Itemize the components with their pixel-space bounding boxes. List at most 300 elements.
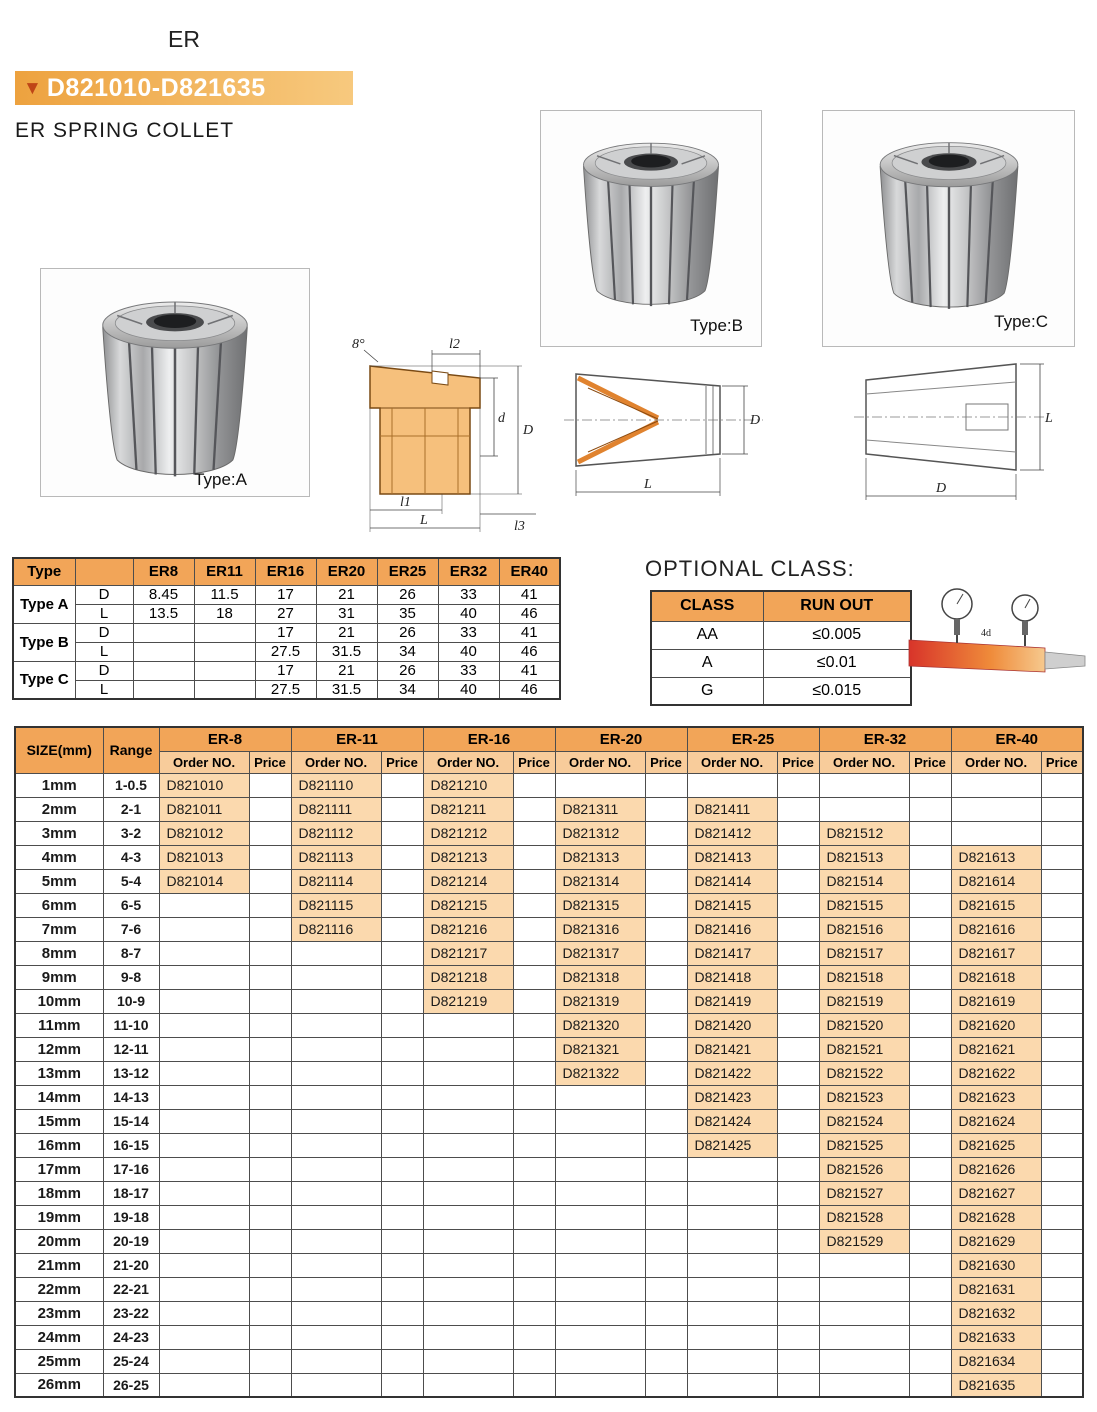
order-row — [15, 869, 1083, 893]
price-cell — [645, 965, 687, 989]
order-no-cell: D821512 — [819, 821, 909, 845]
class-row — [651, 621, 911, 649]
order-no-cell — [819, 1349, 909, 1373]
type-c-label: Type:C — [994, 312, 1048, 331]
price-cell — [777, 1133, 819, 1157]
order-no-cell: D821617 — [951, 941, 1041, 965]
price-cell — [513, 893, 555, 917]
range-cell: 13-12 — [103, 1061, 159, 1085]
order-no-cell — [291, 1085, 381, 1109]
order-no-cell — [423, 1013, 513, 1037]
price-cell — [381, 773, 423, 797]
order-row — [15, 1157, 1083, 1181]
class-head-row — [651, 591, 911, 621]
price-cell — [777, 1373, 819, 1397]
order-no-cell: D821412 — [687, 821, 777, 845]
price-cell — [381, 845, 423, 869]
price-cell — [513, 1325, 555, 1349]
dim-col-header: ER8 — [133, 558, 194, 585]
order-no-cell: D821423 — [687, 1085, 777, 1109]
order-no-cell — [291, 1349, 381, 1373]
order-no-cell: D821524 — [819, 1109, 909, 1133]
price-cell — [645, 1085, 687, 1109]
price-cell — [381, 941, 423, 965]
price-cell — [777, 1037, 819, 1061]
order-no-cell: D821213 — [423, 845, 513, 869]
price-cell — [645, 1181, 687, 1205]
class-table — [650, 590, 912, 706]
range-cell: 22-21 — [103, 1277, 159, 1301]
order-no-cell — [159, 1205, 249, 1229]
order-row — [15, 1229, 1083, 1253]
price-cell — [909, 1229, 951, 1253]
order-no-header: Order NO. — [555, 751, 645, 773]
order-no-cell — [291, 1061, 381, 1085]
size-cell: 2mm — [15, 797, 103, 821]
price-cell — [645, 941, 687, 965]
price-cell — [249, 1013, 291, 1037]
order-no-cell: D821219 — [423, 989, 513, 1013]
order-no-cell — [291, 989, 381, 1013]
order-no-header: Order NO. — [687, 751, 777, 773]
order-no-cell — [423, 1085, 513, 1109]
group-header: ER-32 — [819, 727, 951, 751]
order-no-cell: D821012 — [159, 821, 249, 845]
dim-value-cell: 17 — [255, 585, 316, 604]
order-no-cell — [555, 1181, 645, 1205]
order-no-cell: D821214 — [423, 869, 513, 893]
price-header: Price — [249, 751, 291, 773]
price-cell — [249, 1301, 291, 1325]
group-header: ER-8 — [159, 727, 291, 751]
range-cell: 24-23 — [103, 1325, 159, 1349]
dim-letter-cell: D — [75, 661, 133, 680]
range-cell: 4-3 — [103, 845, 159, 869]
price-cell — [381, 1013, 423, 1037]
order-no-cell — [291, 1013, 381, 1037]
size-cell: 6mm — [15, 893, 103, 917]
price-cell — [381, 965, 423, 989]
order-no-cell: D821418 — [687, 965, 777, 989]
range-cell: 26-25 — [103, 1373, 159, 1397]
size-cell: 22mm — [15, 1277, 103, 1301]
order-no-cell — [555, 1133, 645, 1157]
range-cell: 23-22 — [103, 1301, 159, 1325]
order-no-cell — [159, 1181, 249, 1205]
price-cell — [777, 845, 819, 869]
price-cell — [513, 1037, 555, 1061]
size-cell: 5mm — [15, 869, 103, 893]
price-cell — [909, 917, 951, 941]
dim-value-cell: 33 — [438, 585, 499, 604]
optional-class-title: OPTIONAL CLASS: — [645, 556, 855, 581]
price-cell — [1041, 893, 1083, 917]
price-cell — [513, 1277, 555, 1301]
dim-value-cell: 31.5 — [316, 642, 377, 661]
order-no-cell: D821520 — [819, 1013, 909, 1037]
photo-type-c — [822, 110, 1075, 347]
range-cell: 12-11 — [103, 1037, 159, 1061]
price-cell — [381, 1277, 423, 1301]
order-no-cell — [687, 1181, 777, 1205]
order-no-cell — [159, 941, 249, 965]
price-cell — [249, 797, 291, 821]
price-cell — [249, 1253, 291, 1277]
price-cell — [1041, 1157, 1083, 1181]
order-no-cell — [291, 965, 381, 989]
order-no-cell: D821615 — [951, 893, 1041, 917]
price-cell — [909, 1061, 951, 1085]
price-cell — [1041, 1181, 1083, 1205]
price-cell — [645, 1349, 687, 1373]
order-no-cell — [819, 1253, 909, 1277]
price-cell — [381, 1253, 423, 1277]
order-no-cell: D821215 — [423, 893, 513, 917]
order-row — [15, 1037, 1083, 1061]
size-cell: 25mm — [15, 1349, 103, 1373]
order-no-cell — [291, 1181, 381, 1205]
size-cell: 19mm — [15, 1205, 103, 1229]
size-cell: 9mm — [15, 965, 103, 989]
order-no-cell: D821635 — [951, 1373, 1041, 1397]
order-row — [15, 845, 1083, 869]
order-no-cell: D821110 — [291, 773, 381, 797]
order-no-cell — [555, 1301, 645, 1325]
order-no-cell: D821415 — [687, 893, 777, 917]
price-cell — [249, 965, 291, 989]
price-cell — [645, 1133, 687, 1157]
main-head-row-2 — [15, 751, 1083, 773]
price-cell — [249, 773, 291, 797]
D-label: D — [750, 413, 761, 428]
order-no-cell — [687, 1229, 777, 1253]
price-cell — [1041, 1349, 1083, 1373]
order-no-cell: D821631 — [951, 1277, 1041, 1301]
order-no-cell — [423, 1277, 513, 1301]
order-no-cell — [291, 1253, 381, 1277]
photo-type-b — [540, 110, 762, 347]
order-row — [15, 1205, 1083, 1229]
price-cell — [1041, 1109, 1083, 1133]
order-no-cell — [159, 1133, 249, 1157]
dimension-table — [12, 557, 561, 700]
range-cell: 25-24 — [103, 1349, 159, 1373]
range-cell: 14-13 — [103, 1085, 159, 1109]
order-no-cell: D821525 — [819, 1133, 909, 1157]
size-cell: 3mm — [15, 821, 103, 845]
order-no-cell: D821419 — [687, 989, 777, 1013]
order-no-cell — [423, 1301, 513, 1325]
size-cell: 13mm — [15, 1061, 103, 1085]
price-cell — [1041, 1205, 1083, 1229]
order-no-cell: D821613 — [951, 845, 1041, 869]
price-cell — [645, 1301, 687, 1325]
class-header: CLASS — [651, 591, 763, 621]
dim-value-cell: 41 — [499, 585, 560, 604]
price-cell — [909, 869, 951, 893]
order-no-cell — [159, 1157, 249, 1181]
price-cell — [909, 1253, 951, 1277]
group-header: ER-40 — [951, 727, 1083, 751]
price-cell — [645, 869, 687, 893]
class-value-cell: AA — [651, 621, 763, 649]
order-no-cell: D821216 — [423, 917, 513, 941]
order-row — [15, 941, 1083, 965]
order-no-cell: D821318 — [555, 965, 645, 989]
order-no-cell: D821618 — [951, 965, 1041, 989]
order-no-cell — [423, 1205, 513, 1229]
price-cell — [249, 869, 291, 893]
order-no-cell — [555, 1253, 645, 1277]
dim-value-cell: 27.5 — [255, 642, 316, 661]
order-no-cell: D821111 — [291, 797, 381, 821]
dim-letter-cell: L — [75, 680, 133, 699]
price-cell — [645, 773, 687, 797]
price-cell — [381, 1373, 423, 1397]
dim-table-body — [13, 585, 560, 699]
price-cell — [777, 1013, 819, 1037]
range-cell: 5-4 — [103, 869, 159, 893]
order-no-cell — [555, 1229, 645, 1253]
price-cell — [909, 893, 951, 917]
order-row — [15, 1085, 1083, 1109]
size-cell: 14mm — [15, 1085, 103, 1109]
dim-letter-cell: D — [75, 623, 133, 642]
dim-value-cell: 46 — [499, 604, 560, 623]
order-no-cell — [159, 989, 249, 1013]
dim-type-header: Type — [13, 558, 75, 585]
order-row — [15, 1349, 1083, 1373]
price-cell — [249, 821, 291, 845]
order-no-cell: D821513 — [819, 845, 909, 869]
order-no-cell — [291, 1205, 381, 1229]
price-cell — [513, 965, 555, 989]
price-cell — [645, 797, 687, 821]
price-cell — [249, 1109, 291, 1133]
order-no-cell — [687, 1277, 777, 1301]
price-cell — [1041, 1253, 1083, 1277]
dim-row — [13, 604, 560, 623]
price-cell — [513, 1205, 555, 1229]
order-no-cell — [159, 1109, 249, 1133]
price-cell — [1041, 1085, 1083, 1109]
dim-value-cell: 21 — [316, 585, 377, 604]
order-no-cell: D821621 — [951, 1037, 1041, 1061]
price-cell — [777, 1157, 819, 1181]
page-title: ER SPRING COLLET — [15, 119, 235, 142]
price-cell — [249, 941, 291, 965]
L-label: L — [1045, 411, 1053, 426]
price-cell — [381, 1205, 423, 1229]
order-no-cell — [423, 1181, 513, 1205]
order-no-header: Order NO. — [291, 751, 381, 773]
order-no-cell: D821112 — [291, 821, 381, 845]
triangle-icon: ▼ — [23, 77, 42, 99]
order-row — [15, 917, 1083, 941]
dim-value-cell: 13.5 — [133, 604, 194, 623]
price-cell — [1041, 1373, 1083, 1397]
range-cell: 21-20 — [103, 1253, 159, 1277]
price-header: Price — [513, 751, 555, 773]
price-cell — [249, 1373, 291, 1397]
order-no-cell — [291, 1157, 381, 1181]
size-cell: 15mm — [15, 1109, 103, 1133]
order-no-cell: D821424 — [687, 1109, 777, 1133]
dim-value-cell: 27.5 — [255, 680, 316, 699]
range-cell: 2-1 — [103, 797, 159, 821]
price-cell — [777, 797, 819, 821]
price-cell — [909, 773, 951, 797]
dim-type-cell: Type B — [13, 623, 75, 661]
order-no-cell: D821527 — [819, 1181, 909, 1205]
order-row — [15, 1013, 1083, 1037]
dim-col-header: ER20 — [316, 558, 377, 585]
order-row — [15, 1061, 1083, 1085]
dim-letter-cell: D — [75, 585, 133, 604]
D-label: D — [523, 423, 534, 438]
order-no-cell — [555, 1085, 645, 1109]
group-header: ER-20 — [555, 727, 687, 751]
price-cell — [381, 1061, 423, 1085]
dim-head-row — [13, 558, 560, 585]
order-no-cell: D821518 — [819, 965, 909, 989]
order-no-cell — [555, 1157, 645, 1181]
gauge-note: 4d — [981, 628, 991, 639]
price-cell — [1041, 1013, 1083, 1037]
price-cell — [513, 1301, 555, 1325]
price-cell — [249, 1205, 291, 1229]
order-no-header: Order NO. — [159, 751, 249, 773]
l1-label: l1 — [400, 495, 411, 510]
price-cell — [777, 1109, 819, 1133]
price-cell — [909, 1109, 951, 1133]
price-cell — [1041, 941, 1083, 965]
order-row — [15, 1109, 1083, 1133]
order-row — [15, 893, 1083, 917]
order-no-cell: D821528 — [819, 1205, 909, 1229]
price-cell — [645, 1157, 687, 1181]
price-cell — [381, 1133, 423, 1157]
order-no-cell: D821416 — [687, 917, 777, 941]
price-cell — [513, 821, 555, 845]
order-no-cell — [423, 1157, 513, 1181]
order-no-cell: D821634 — [951, 1349, 1041, 1373]
order-no-cell: D821212 — [423, 821, 513, 845]
price-cell — [777, 1229, 819, 1253]
price-cell — [645, 893, 687, 917]
price-cell — [909, 965, 951, 989]
price-cell — [381, 1325, 423, 1349]
L-label: L — [420, 513, 428, 528]
type-b-label: Type:B — [690, 316, 743, 335]
price-cell — [513, 1133, 555, 1157]
price-cell — [513, 917, 555, 941]
dim-row — [13, 661, 560, 680]
order-no-cell: D821411 — [687, 797, 777, 821]
price-cell — [513, 989, 555, 1013]
order-no-cell: D821317 — [555, 941, 645, 965]
class-table-body — [651, 621, 911, 705]
angle-label: 8° — [352, 337, 365, 352]
size-cell: 11mm — [15, 1013, 103, 1037]
price-cell — [777, 1085, 819, 1109]
order-no-cell — [159, 965, 249, 989]
price-cell — [909, 941, 951, 965]
dim-value-cell: 31 — [316, 604, 377, 623]
order-no-cell — [423, 1061, 513, 1085]
price-cell — [909, 1037, 951, 1061]
price-cell — [513, 869, 555, 893]
order-row — [15, 1373, 1083, 1397]
price-cell — [909, 821, 951, 845]
order-no-cell: D821517 — [819, 941, 909, 965]
dim-value-cell: 21 — [316, 623, 377, 642]
order-no-cell — [159, 1301, 249, 1325]
price-cell — [645, 1229, 687, 1253]
price-cell — [777, 773, 819, 797]
order-no-cell: D821314 — [555, 869, 645, 893]
price-cell — [249, 1229, 291, 1253]
d-label: d — [498, 411, 505, 426]
order-no-cell — [291, 1277, 381, 1301]
order-no-cell: D821523 — [819, 1085, 909, 1109]
price-cell — [777, 941, 819, 965]
order-no-cell: D821413 — [687, 845, 777, 869]
range-cell: 8-7 — [103, 941, 159, 965]
runout-gauge-diagram — [905, 572, 1090, 707]
order-no-cell: D821514 — [819, 869, 909, 893]
dim-value-cell: 41 — [499, 661, 560, 680]
price-cell — [645, 1109, 687, 1133]
order-no-cell — [159, 1229, 249, 1253]
order-row — [15, 1301, 1083, 1325]
dim-col-header: ER25 — [377, 558, 438, 585]
price-cell — [381, 797, 423, 821]
price-cell — [777, 1277, 819, 1301]
range-cell: 6-5 — [103, 893, 159, 917]
section-drawing — [322, 316, 544, 540]
price-cell — [1041, 1133, 1083, 1157]
price-cell — [777, 989, 819, 1013]
price-cell — [645, 917, 687, 941]
price-cell — [1041, 965, 1083, 989]
range-cell: 19-18 — [103, 1205, 159, 1229]
price-cell — [909, 989, 951, 1013]
order-no-cell — [423, 1373, 513, 1397]
range-cell: 15-14 — [103, 1109, 159, 1133]
order-no-cell — [423, 1037, 513, 1061]
order-no-cell — [291, 1373, 381, 1397]
order-no-cell: D821211 — [423, 797, 513, 821]
price-cell — [513, 1373, 555, 1397]
size-cell: 18mm — [15, 1181, 103, 1205]
price-cell — [909, 1277, 951, 1301]
runout-value-cell: ≤0.015 — [763, 677, 911, 705]
order-no-cell: D821516 — [819, 917, 909, 941]
order-no-cell — [159, 893, 249, 917]
price-cell — [1041, 1037, 1083, 1061]
order-no-cell — [555, 1325, 645, 1349]
price-cell — [381, 1037, 423, 1061]
price-cell — [381, 1181, 423, 1205]
order-no-cell — [291, 1037, 381, 1061]
order-table — [14, 726, 1084, 1398]
price-cell — [777, 893, 819, 917]
size-cell: 17mm — [15, 1157, 103, 1181]
type-a-label: Type:A — [194, 470, 247, 489]
order-no-cell: D821614 — [951, 869, 1041, 893]
price-cell — [1041, 797, 1083, 821]
